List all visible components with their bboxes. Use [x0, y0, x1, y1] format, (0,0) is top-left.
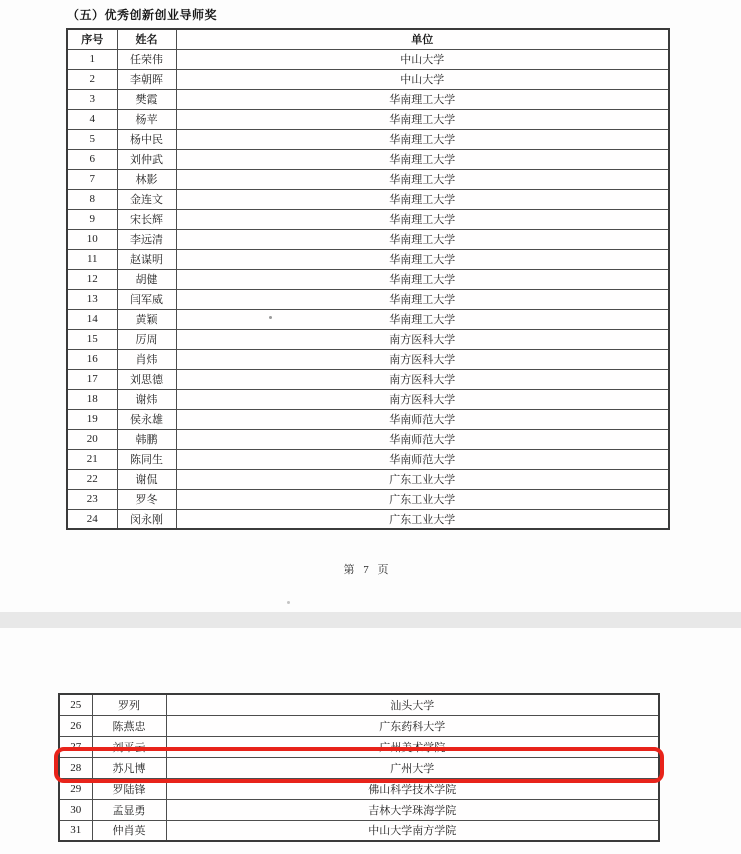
cell-no: 9 — [67, 209, 117, 229]
table-row — [67, 449, 669, 469]
cell-unit: 中山大学 — [176, 69, 669, 89]
table-row — [67, 289, 669, 309]
section-title: （五）优秀创新创业导师奖 — [67, 8, 218, 22]
cell-unit: 广东工业大学 — [176, 509, 669, 529]
table-row — [67, 209, 669, 229]
cell-name: 樊霞 — [117, 89, 176, 109]
cell-no: 2 — [67, 69, 117, 89]
scan-artifact-dot — [287, 601, 290, 604]
cell-no: 13 — [67, 289, 117, 309]
cell-no: 22 — [67, 469, 117, 489]
cell-unit: 中山大学南方学院 — [166, 820, 659, 841]
cell-unit: 华南理工大学 — [176, 169, 669, 189]
cell-no: 4 — [67, 109, 117, 129]
cell-no: 17 — [67, 369, 117, 389]
table-row — [67, 409, 669, 429]
cell-no: 29 — [59, 778, 92, 799]
table-row — [59, 694, 659, 715]
cell-name: 李朝晖 — [117, 69, 176, 89]
table-row — [59, 715, 659, 736]
table-row — [67, 489, 669, 509]
cell-no: 25 — [59, 694, 92, 715]
cell-name: 宋长辉 — [117, 209, 176, 229]
page-separator-band — [0, 612, 741, 628]
cell-name: 韩鹏 — [117, 429, 176, 449]
cell-name: 侯永雄 — [117, 409, 176, 429]
cell-no: 3 — [67, 89, 117, 109]
cell-unit: 华南理工大学 — [176, 249, 669, 269]
cell-unit: 华南理工大学 — [176, 209, 669, 229]
cell-name: 任荣伟 — [117, 49, 176, 69]
cell-name: 谢炜 — [117, 389, 176, 409]
cell-unit: 广东工业大学 — [176, 469, 669, 489]
table-row — [67, 309, 669, 329]
cell-no: 27 — [59, 736, 92, 757]
cell-unit: 华南师范大学 — [176, 449, 669, 469]
cell-unit: 吉林大学珠海学院 — [166, 799, 659, 820]
cell-no: 30 — [59, 799, 92, 820]
header-no: 序号 — [67, 29, 117, 49]
cell-unit: 华南理工大学 — [176, 149, 669, 169]
table-row — [59, 820, 659, 841]
table-row — [67, 369, 669, 389]
cell-name: 赵谋明 — [117, 249, 176, 269]
cell-name: 孟显勇 — [92, 799, 166, 820]
cell-name: 罗列 — [92, 694, 166, 715]
cell-name: 厉周 — [117, 329, 176, 349]
table-row — [67, 189, 669, 209]
cell-unit: 南方医科大学 — [176, 389, 669, 409]
cell-no: 11 — [67, 249, 117, 269]
cell-name: 仲肖英 — [92, 820, 166, 841]
cell-unit: 华南理工大学 — [176, 269, 669, 289]
cell-no: 28 — [59, 757, 92, 778]
cell-no: 26 — [59, 715, 92, 736]
award-table-page8 — [58, 693, 660, 842]
table-row — [59, 736, 659, 757]
cell-name: 李远清 — [117, 229, 176, 249]
cell-no: 31 — [59, 820, 92, 841]
cell-no: 12 — [67, 269, 117, 289]
table-row — [59, 778, 659, 799]
table-row — [67, 429, 669, 449]
table-row — [59, 757, 659, 778]
cell-unit: 南方医科大学 — [176, 349, 669, 369]
cell-name: 林影 — [117, 169, 176, 189]
header-unit: 单位 — [176, 29, 669, 49]
cell-name: 谢侃 — [117, 469, 176, 489]
cell-name: 刘思德 — [117, 369, 176, 389]
table-row — [67, 69, 669, 89]
cell-unit: 南方医科大学 — [176, 369, 669, 389]
cell-no: 5 — [67, 129, 117, 149]
cell-name: 杨苹 — [117, 109, 176, 129]
cell-name: 黄颖 — [117, 309, 176, 329]
cell-unit: 华南师范大学 — [176, 429, 669, 449]
cell-no: 14 — [67, 309, 117, 329]
cell-no: 18 — [67, 389, 117, 409]
cell-unit: 华南理工大学 — [176, 129, 669, 149]
cell-name: 肖炜 — [117, 349, 176, 369]
cell-unit: 佛山科学技术学院 — [166, 778, 659, 799]
cell-name: 刘仲武 — [117, 149, 176, 169]
table-row — [67, 89, 669, 109]
cell-name: 胡健 — [117, 269, 176, 289]
cell-unit: 广东工业大学 — [176, 489, 669, 509]
cell-unit: 华南师范大学 — [176, 409, 669, 429]
cell-no: 15 — [67, 329, 117, 349]
cell-no: 20 — [67, 429, 117, 449]
cell-unit: 华南理工大学 — [176, 289, 669, 309]
scan-artifact-dot — [269, 316, 272, 319]
cell-unit: 汕头大学 — [166, 694, 659, 715]
award-table-page7 — [66, 28, 670, 530]
table-row — [67, 349, 669, 369]
cell-name: 罗冬 — [117, 489, 176, 509]
table-row — [67, 109, 669, 129]
cell-no: 24 — [67, 509, 117, 529]
table-header-row — [67, 29, 669, 49]
cell-no: 1 — [67, 49, 117, 69]
cell-unit: 华南理工大学 — [176, 229, 669, 249]
table-row — [67, 469, 669, 489]
cell-no: 19 — [67, 409, 117, 429]
page-number: 第 7 页 — [343, 564, 392, 576]
table-row — [67, 389, 669, 409]
table-row — [67, 149, 669, 169]
header-name: 姓名 — [117, 29, 176, 49]
cell-name: 闵永刚 — [117, 509, 176, 529]
cell-no: 7 — [67, 169, 117, 189]
table-row — [67, 169, 669, 189]
table-row — [67, 329, 669, 349]
cell-no: 21 — [67, 449, 117, 469]
table-row — [59, 799, 659, 820]
table-row — [67, 49, 669, 69]
cell-name: 闫军威 — [117, 289, 176, 309]
cell-no: 8 — [67, 189, 117, 209]
cell-name: 陈同生 — [117, 449, 176, 469]
cell-unit: 广州美术学院 — [166, 736, 659, 757]
cell-name: 杨中民 — [117, 129, 176, 149]
cell-unit: 南方医科大学 — [176, 329, 669, 349]
cell-no: 16 — [67, 349, 117, 369]
cell-name: 刘平云 — [92, 736, 166, 757]
cell-no: 23 — [67, 489, 117, 509]
table-row — [67, 229, 669, 249]
cell-unit: 华南理工大学 — [176, 109, 669, 129]
table-row — [67, 129, 669, 149]
cell-name: 金连文 — [117, 189, 176, 209]
table-row — [67, 509, 669, 529]
cell-unit: 华南理工大学 — [176, 189, 669, 209]
cell-unit: 广东药科大学 — [166, 715, 659, 736]
cell-unit: 华南理工大学 — [176, 309, 669, 329]
cell-no: 10 — [67, 229, 117, 249]
cell-unit: 广州大学 — [166, 757, 659, 778]
cell-no: 6 — [67, 149, 117, 169]
table-row — [67, 269, 669, 289]
cell-name: 罗陆锋 — [92, 778, 166, 799]
cell-name: 苏凡博 — [92, 757, 166, 778]
cell-unit: 华南理工大学 — [176, 89, 669, 109]
cell-unit: 中山大学 — [176, 49, 669, 69]
table-row — [67, 249, 669, 269]
cell-name: 陈燕忠 — [92, 715, 166, 736]
